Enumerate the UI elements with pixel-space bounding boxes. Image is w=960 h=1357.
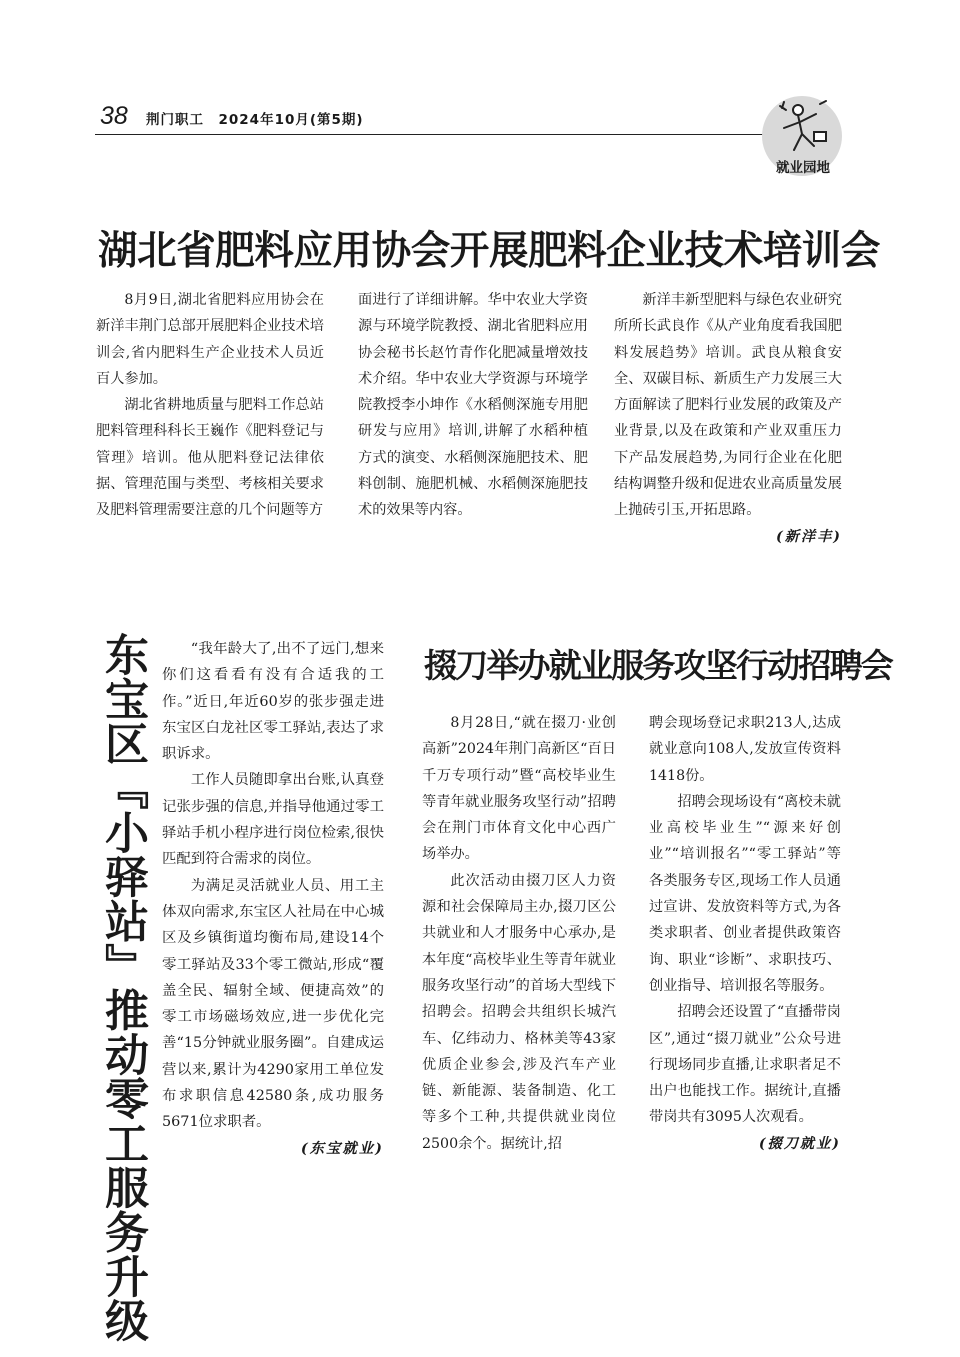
article3-title: 掇刀举办就业服务攻坚行动招聘会 <box>424 646 893 685</box>
article1-paragraph-3: 新洋丰新型肥料与绿色农业研究所所长武良作《从产业角度看我国肥料发展趋势》培训。武良从粮食安全、双碳目标、新质生产力发展三大方面解读了肥料行业发展的政策及产业背景,以及在政策和产业双重压力下产品发展趋势,为同行企业在化肥结构调整升级和促进农业高质量发展上抛砖引玉,开拓思路。 <box>614 292 842 519</box>
article3-paragraph-1: 8月28日,“就在掇刀·业创高新”2024年荆门高新区“百日千万专项行动”暨“高校毕业生等青年就业服务攻坚行动”招聘会在荆门市体育文化中心西广场举办。 <box>422 715 616 863</box>
article1-col2 <box>358 287 588 524</box>
article1-paragraph-2-start: 湖北省耕地质量与肥料工作总站肥料管理科科长王巍作《肥料登记与管理》培训。他从肥料登记法律依据、管理范围与类型、考核相关要求及肥料管理需要注意的几个问题等方 <box>96 397 324 519</box>
article1-paragraph-2-cont: 面进行了详细讲解。华中农业大学资源与环境学院教授、湖北省肥料应用协会秘书长赵竹青作化肥减量增效技术介绍。华中农业大学资源与环境学院教授李小坤作《水稻侧深施专用肥研发与应用》培训,讲解了水稻种植方式的演变、水稻侧深施肥技术、肥料创制、施肥机械、水稻侧深施肥技术的效果等内容。 <box>358 292 588 519</box>
section-label: 就业园地 <box>776 160 830 176</box>
article1-col1 <box>96 287 324 524</box>
page-number: 38 <box>100 102 128 130</box>
article3-paragraph-3: 招聘会现场设有“离校未就业高校毕业生”“源来好创业”“培训报名”“零工驿站”等各类服务专区,现场工作人员通过宣讲、发放资料等方式,为各类求职者、创业者提供政策咨询、职业“诊断”、求职技巧、创业指导、培训报名等服务。 <box>649 793 841 994</box>
article1-source: (新洋丰) <box>776 528 842 545</box>
article2-paragraph-1: “我年龄大了,出不了远门,想来你们这看看有没有合适我的工作。”近日,年近60岁的张步强走进东宝区白龙社区零工驿站,表达了求职诉求。 <box>162 641 384 763</box>
article2-body <box>162 636 384 1162</box>
article2-source: (东宝就业) <box>300 1139 384 1157</box>
article1-title: 湖北省肥料应用协会开展肥料企业技术培训会 <box>98 228 881 274</box>
article1-paragraph-1: 8月9日,湖北省肥料应用协会在新洋丰荆门总部开展肥料企业技术培训会,省内肥料生产企业技术人员近百人参加。 <box>96 292 324 387</box>
article3-col2 <box>649 710 841 1157</box>
article3-paragraph-4: 招聘会还设置了“直播带岗区”,通过“掇刀就业”公众号进行现场同步直播,让求职者足不出户也能找工作。据统计,直播带岗共有3095人次观看。 <box>649 1004 841 1126</box>
article3-col1 <box>422 710 616 1157</box>
article3-paragraph-2: 此次活动由掇刀区人力资源和社会保障局主办,掇刀区公共就业和人才服务中心承办,是本年度“高校毕业生等青年就业服务攻坚行动”的首场大型线下招聘会。招聘会共组织长城汽车、亿纬动力、格林美等43家优质企业参会,涉及汽车产业链、新能源、装备制造、化工等多个工种,共提供就业岗位2500余个。据统计,招 <box>422 872 616 1152</box>
publication-info: 荆门职工 2024年10月(第5期) <box>146 112 364 128</box>
article2-title: 东宝区『小驿站』推动零工服务升级 <box>97 632 148 1343</box>
article1-col3 <box>614 287 842 550</box>
article2-paragraph-2: 工作人员随即拿出台账,认真登记张步强的信息,并指导他通过零工驿站手机小程序进行岗位检索,很快匹配到符合需求的岗位。 <box>162 772 384 868</box>
header-rule <box>95 134 763 135</box>
article3-source: (掇刀就业) <box>758 1135 841 1152</box>
article3-paragraph-2-cont: 聘会现场登记求职213人,达成就业意向108人,发放宣传资料1418份。 <box>649 715 841 784</box>
article2-paragraph-3: 为满足灵活就业人员、用工主体双向需求,东宝区人社局在中心城区及乡镇街道均衡布局,建设14个零工驿站及33个零工微站,形成“覆盖全民、辐射全域、便捷高效”的零工市场磁场效应,进一步优化完善“15分钟就业服务圈”。自建成运营以来,累计为4290家用工单位发布求职信息42580条,成功服务5671位求职者。 <box>162 877 384 1131</box>
